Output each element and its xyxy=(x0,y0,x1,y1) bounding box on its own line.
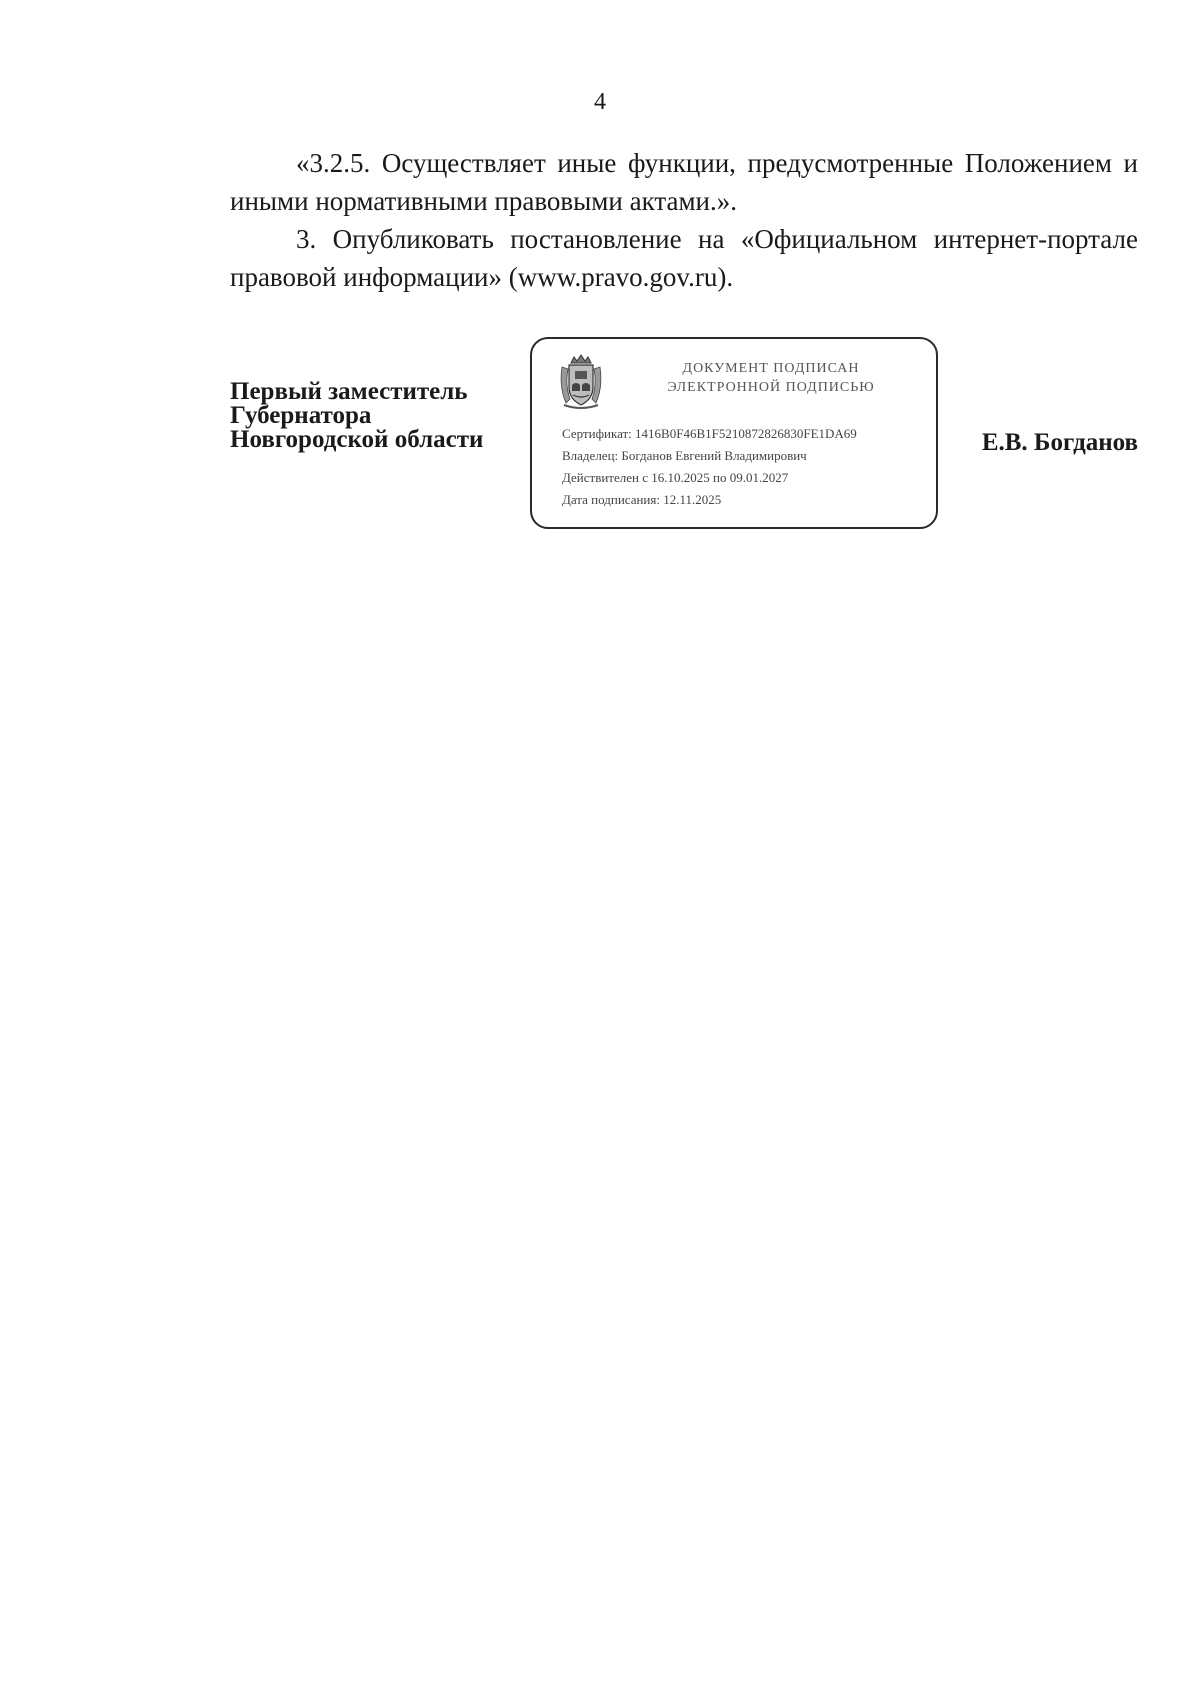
stamp-validity: Действителен с 16.10.2025 по 09.01.2027 xyxy=(562,470,789,485)
signer-position-line: Новгородской области xyxy=(230,426,484,453)
coat-of-arms-icon xyxy=(556,353,606,411)
stamp-certificate: Сертификат: 1416B0F46B1F5210872826830FE1DA69 xyxy=(562,426,857,441)
signer-position xyxy=(230,380,520,452)
stamp-signing-date: Дата подписания: 12.11.2025 xyxy=(562,492,722,507)
electronic-signature-stamp xyxy=(530,337,938,529)
signer-name: Е.В. Богданов xyxy=(981,429,1138,456)
stamp-details xyxy=(562,423,926,511)
signer-position-line: Первый заместитель xyxy=(230,378,468,405)
document-body xyxy=(230,144,1138,296)
stamp-title-line: ЭЛЕКТРОННОЙ ПОДПИСЬЮ xyxy=(667,380,875,395)
paragraph-3-2-5: «3.2.5. Осуществляет иные функции, предусмотренные Положением и иными нормативными правовыми актами.». xyxy=(230,148,1138,216)
paragraph-3-publish: 3. Опубликовать постановление на «Официальном интернет-портале правовой информации» (www.pravo.gov.ru). xyxy=(230,224,1138,292)
stamp-owner: Владелец: Богданов Евгений Владимирович xyxy=(562,448,807,463)
signer-position-line: Губернатора xyxy=(230,402,372,429)
stamp-title xyxy=(620,359,922,397)
page-number: 4 xyxy=(594,89,606,115)
stamp-title-line: ДОКУМЕНТ ПОДПИСАН xyxy=(682,361,860,376)
